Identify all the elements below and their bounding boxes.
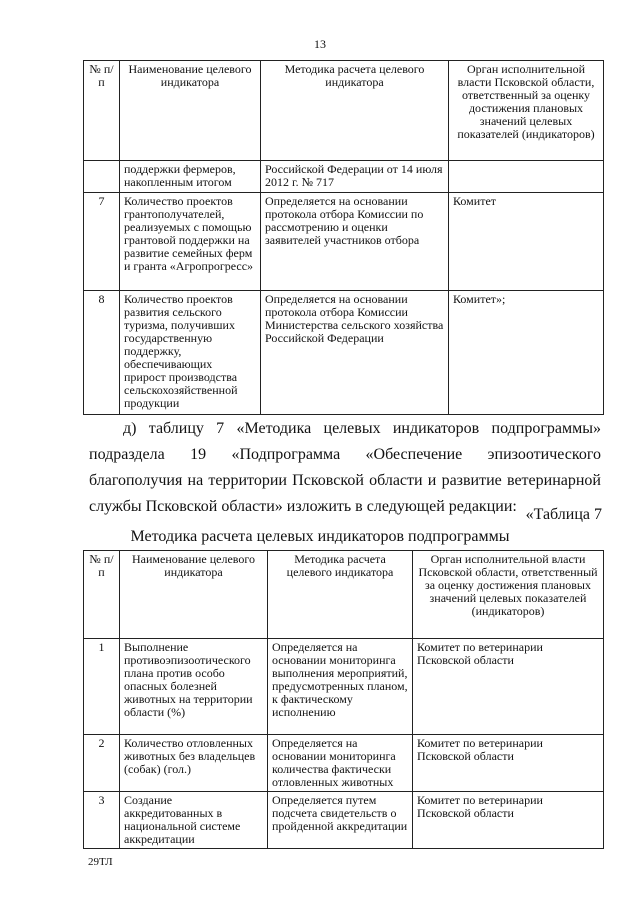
- row-responsible-body: Комитет по ветеринарии Псковской области: [413, 735, 604, 792]
- row-num: 2: [84, 735, 120, 792]
- paragraph-line: благополучия на территории Псковской области и развитие ветеринарной: [89, 472, 601, 489]
- header-responsible-body: Орган исполнительной власти Псковской области, ответственный за оценку достижения плановых значений целевых показателей (индикаторов): [449, 61, 604, 161]
- page-number: 13: [314, 37, 326, 51]
- table-header-row: [84, 61, 604, 161]
- row-responsible-body: Комитет по ветеринарии Псковской области: [413, 792, 604, 849]
- table-label: «Таблица 7: [525, 506, 602, 523]
- row-indicator-name: Выполнение противоэпизоотического плана против особо опасных болезней животных на территории области (%): [120, 639, 268, 735]
- row-method: Определяется на основании протокола отбора Комиссии Министерства сельского хозяйства Российской Федерации: [261, 291, 449, 415]
- indicators-table-continued: [83, 60, 604, 415]
- row-responsible-body: Комитет по ветеринарии Псковской области: [413, 639, 604, 735]
- row-method: Определяется на основании протокола отбора Комиссии по рассмотрению и оценки заявителей участников отбора: [261, 193, 449, 291]
- table-header-row: [84, 551, 604, 639]
- row-method: Определяется путем подсчета свидетельств о пройденной аккредитации: [268, 792, 413, 849]
- paragraph-line: службы Псковской области» изложить в следующей редакции:: [89, 498, 517, 515]
- table-row: [84, 792, 604, 849]
- header-num: № п/п: [84, 551, 120, 639]
- row-method: Определяется на основании мониторинга количества фактически отловленных животных: [268, 735, 413, 792]
- row-responsible-body: [449, 161, 604, 193]
- indicators-table-7: [83, 550, 604, 849]
- row-indicator-name: Количество проектов грантополучателей, реализуемых с помощью грантовой поддержки на развитие семейных ферм и гранта «Агропрогресс»: [120, 193, 261, 291]
- row-indicator-name: Количество отловленных животных без владельцев (собак) (гол.): [120, 735, 268, 792]
- table-title: Методика расчета целевых индикаторов подпрограммы: [130, 528, 510, 545]
- row-num: 1: [84, 639, 120, 735]
- row-method: Определяется на основании мониторинга выполнения мероприятий, предусмотренных планом, к фактическому исполнению: [268, 639, 413, 735]
- row-responsible-body: Комитет: [449, 193, 604, 291]
- header-num: № п/п: [84, 61, 120, 161]
- header-indicator-name: Наименование целевого индикатора: [120, 61, 261, 161]
- row-num: 7: [84, 193, 120, 291]
- paragraph-line: подраздела 19 «Подпрограмма «Обеспечение эпизоотического: [89, 446, 601, 463]
- header-method: Методика расчета целевого индикатора: [268, 551, 413, 639]
- row-indicator-name: Создание аккредитованных в национальной системе аккредитации: [120, 792, 268, 849]
- paragraph-line: д) таблицу 7 «Методика целевых индикаторов подпрограммы»: [123, 420, 601, 437]
- table-row: [84, 161, 604, 193]
- row-num: 8: [84, 291, 120, 415]
- table-row: [84, 639, 604, 735]
- amendment-paragraph: [89, 416, 601, 520]
- table-row: [84, 735, 604, 792]
- row-responsible-body: Комитет»;: [449, 291, 604, 415]
- table-row: [84, 291, 604, 415]
- header-method: Методика расчета целевого индикатора: [261, 61, 449, 161]
- table-row: [84, 193, 604, 291]
- header-responsible-body: Орган исполнительной власти Псковской области, ответственный за оценку достижения плановых значений целевых показателей (индикаторов): [413, 551, 604, 639]
- row-indicator-name: Количество проектов развития сельского туризма, получивших государственную поддержку, обеспечивающих прирост производства сельскохозяйственной продукции: [120, 291, 261, 415]
- row-num: [84, 161, 120, 193]
- row-indicator-name: поддержки фермеров, накопленным итогом: [120, 161, 261, 193]
- row-method: Российской Федерации от 14 июля 2012 г. № 717: [261, 161, 449, 193]
- row-num: 3: [84, 792, 120, 849]
- header-indicator-name: Наименование целевого индикатора: [120, 551, 268, 639]
- document-code: 29ТЛ: [88, 856, 113, 868]
